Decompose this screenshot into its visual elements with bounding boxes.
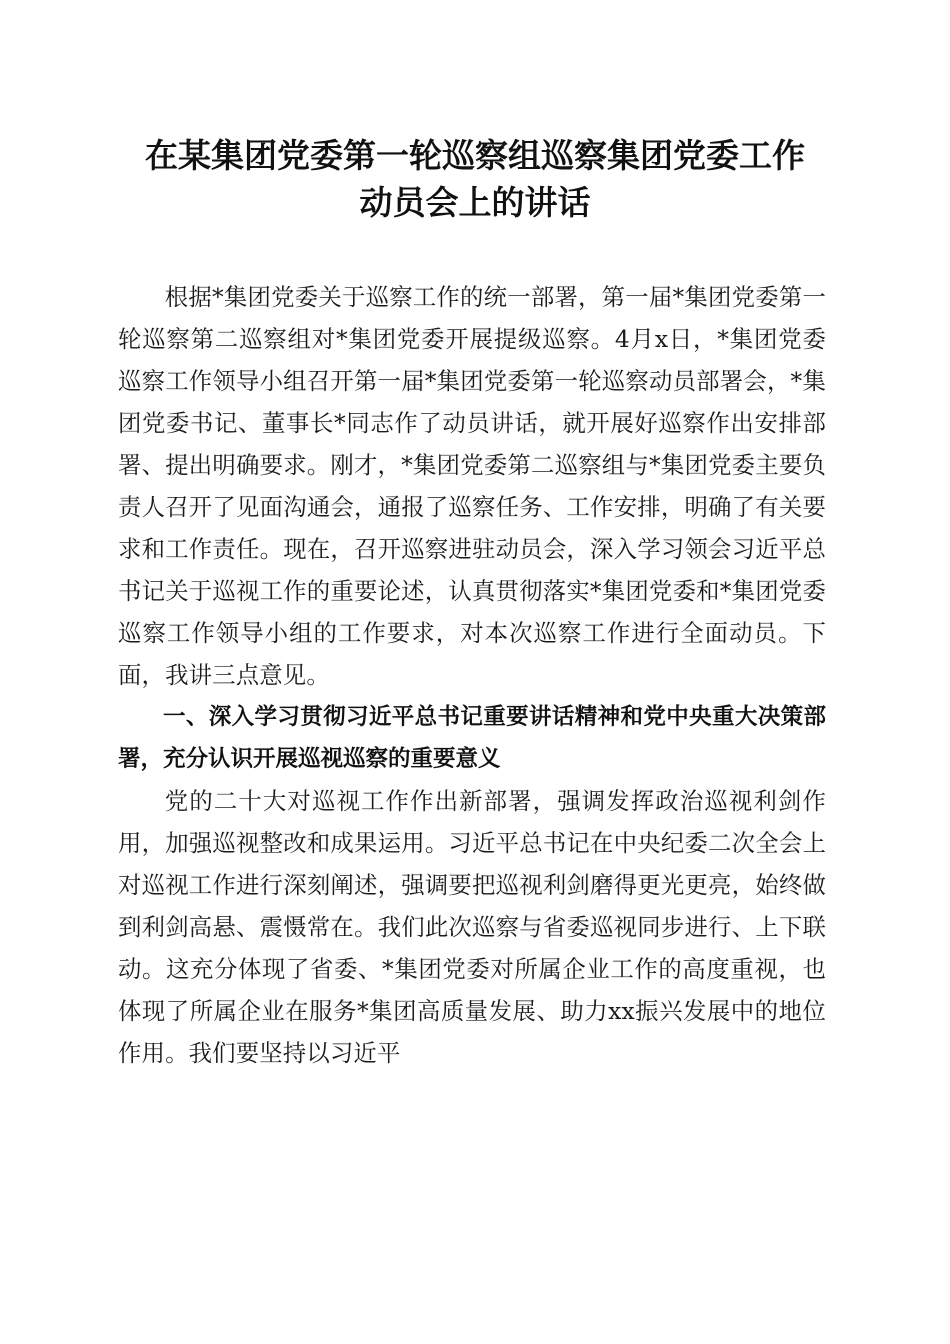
- document-title: [100, 132, 850, 226]
- paragraph-intro: 根据*集团党委关于巡察工作的统一部署，第一届*集团党委第一轮巡察第二巡察组对*集团党委开展提级巡察。4月x日，*集团党委巡察工作领导小组召开第一届*集团党委第一轮巡察动员部署会，*集团党委书记、董事长*同志作了动员讲话，就开展好巡察作出安排部署、提出明确要求。刚才，*集团党委第二巡察组与*集团党委主要负责人召开了见面沟通会，通报了巡察任务、工作安排，明确了有关要求和工作责任。现在，召开巡察进驻动员会，深入学习领会习近平总书记关于巡视工作的重要论述，认真贯彻落实*集团党委和*集团党委巡察工作领导小组的工作要求，对本次巡察工作进行全面动员。下面，我讲三点意见。: [118, 283, 826, 689]
- paragraph-section-1: 党的二十大对巡视工作作出新部署，强调发挥政治巡视利剑作用，加强巡视整改和成果运用。习近平总书记在中央纪委二次全会上对巡视工作进行深刻阐述，强调要把巡视利剑磨得更光更亮，始终做到利剑高悬、震慑常在。我们此次巡察与省委巡视同步进行、上下联动。这充分体现了省委、*集团党委对所属企业工作的高度重视，也体现了所属企业在服务*集团高质量发展、助力xx振兴发展中的地位作用。我们要坚持以习近平: [118, 787, 826, 1067]
- document-body: [118, 276, 826, 1074]
- section-heading-1: 一、深入学习贯彻习近平总书记重要讲话精神和党中央重大决策部署，充分认识开展巡视巡察的重要意义: [118, 704, 826, 772]
- title-line-1: 在某集团党委第一轮巡察组巡察集团党委工作: [145, 136, 805, 175]
- title-line-2: 动员会上的讲话: [359, 183, 591, 222]
